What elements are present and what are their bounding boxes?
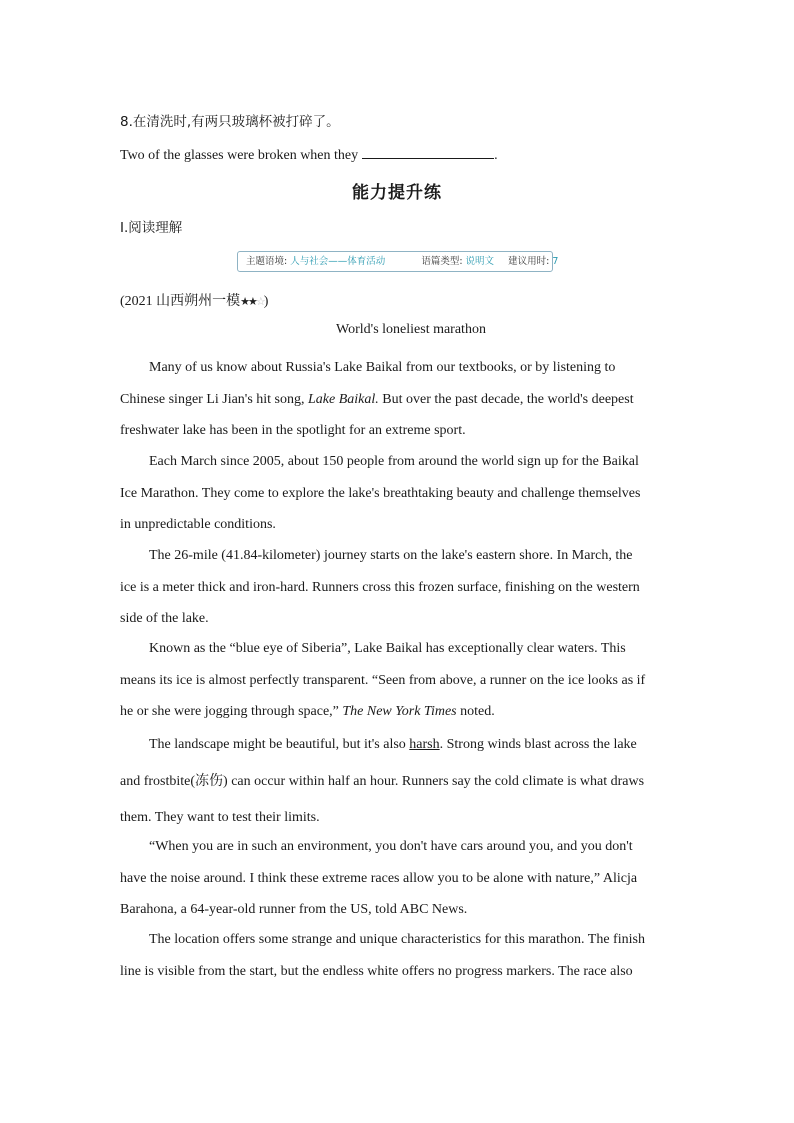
paragraph-3 — [120, 540, 674, 635]
paragraph-7 — [120, 924, 674, 987]
text-line: and frostbite(冻伤) can occur within half an hour. Runners say the cold climate is what draws — [120, 773, 645, 789]
text-line: freshwater lake has been in the spotlight for an extreme sport. — [120, 423, 466, 438]
answer-blank[interactable] — [362, 146, 494, 159]
theme-label: 主题语境: — [246, 256, 288, 267]
time-label: 建议用时: — [508, 256, 550, 267]
text-line: Barahona, a 64-year-old runner from the US, told ABC News. — [120, 902, 468, 917]
publication-name: The New York Times — [342, 704, 457, 719]
song-title: Lake Baikal. — [308, 391, 379, 407]
paragraph-5 — [120, 727, 674, 837]
type-label: 语篇类型: — [421, 256, 463, 267]
source-line — [120, 290, 268, 310]
text-line: Each March since 2005, about 150 people from around the world sign up for the Baikal — [149, 454, 639, 469]
text-line: The location offers some strange and unique characteristics for this marathon. The finish — [149, 932, 645, 947]
time-value: 7 — [552, 256, 559, 267]
text-line: line is visible from the start, but the endless white offers no progress markers. The race also — [120, 963, 633, 979]
article-title: World's loneliest marathon — [336, 322, 486, 337]
text-line: side of the lake. — [120, 611, 209, 626]
text-line: Known as the “blue eye of Siberia”, Lake Baikal has exceptionally clear waters. This — [149, 641, 626, 656]
item8-period: . — [494, 148, 498, 163]
text-line: “When you are in such an environment, you don't have cars around you, and you don't — [149, 839, 633, 854]
source-close: ) — [263, 294, 269, 309]
text-line: them. They want to test their limits. — [120, 810, 320, 825]
item8-sentence: Two of the glasses were broken when they — [120, 148, 359, 163]
text-span: he or she were jogging through space,” — [120, 704, 339, 719]
paragraph-1 — [120, 352, 674, 447]
text-line: means its ice is almost perfectly transparent. “Seen from above, a runner on the ice looks as if — [120, 672, 646, 688]
paragraph-6 — [120, 831, 674, 926]
text-span: But over the past decade, the world's deepest — [382, 391, 634, 407]
text-span: . Strong winds blast across the lake — [439, 737, 637, 752]
topic-tag-box — [237, 251, 559, 272]
text-line: ice is a meter thick and iron-hard. Runners cross this frozen surface, finishing on the western — [120, 579, 640, 595]
paragraph-4 — [120, 633, 674, 728]
text-line: have the noise around. I think these extreme races allow you to be alone with nature,” Alicja — [120, 870, 638, 886]
text-line — [120, 727, 674, 764]
item8-english — [120, 146, 498, 164]
theme-value: 人与社会——体育活动 — [290, 256, 386, 267]
section-title: 能力提升练 — [352, 183, 442, 203]
section-subtitle: Ⅰ.阅读理解 — [120, 220, 183, 236]
difficulty-stars-icon: ★★☆ — [240, 296, 264, 308]
item8-chinese: 8.在清洗时,有两只玻璃杯被打碎了。 — [120, 114, 340, 130]
text-span: noted. — [460, 704, 495, 719]
type-value: 说明文 — [465, 256, 495, 267]
text-line: Many of us know about Russia's Lake Baikal from our textbooks, or by listening to — [149, 360, 616, 375]
text-span: Chinese singer Li Jian's hit song, — [120, 391, 305, 407]
text-line: in unpredictable conditions. — [120, 517, 276, 532]
underlined-word: harsh — [409, 737, 440, 752]
text-line: Ice Marathon. They come to explore the lake's breathtaking beauty and challenge themselves — [120, 485, 641, 501]
text-line: The 26-mile (41.84-kilometer) journey starts on the lake's eastern shore. In March, the — [149, 548, 633, 563]
text-line — [120, 696, 674, 728]
text-line — [120, 384, 674, 416]
text-span: The landscape might be beautiful, but it's also — [149, 737, 406, 752]
paragraph-2 — [120, 446, 674, 541]
source-text: (2021 山西朔州一模 — [120, 294, 241, 309]
